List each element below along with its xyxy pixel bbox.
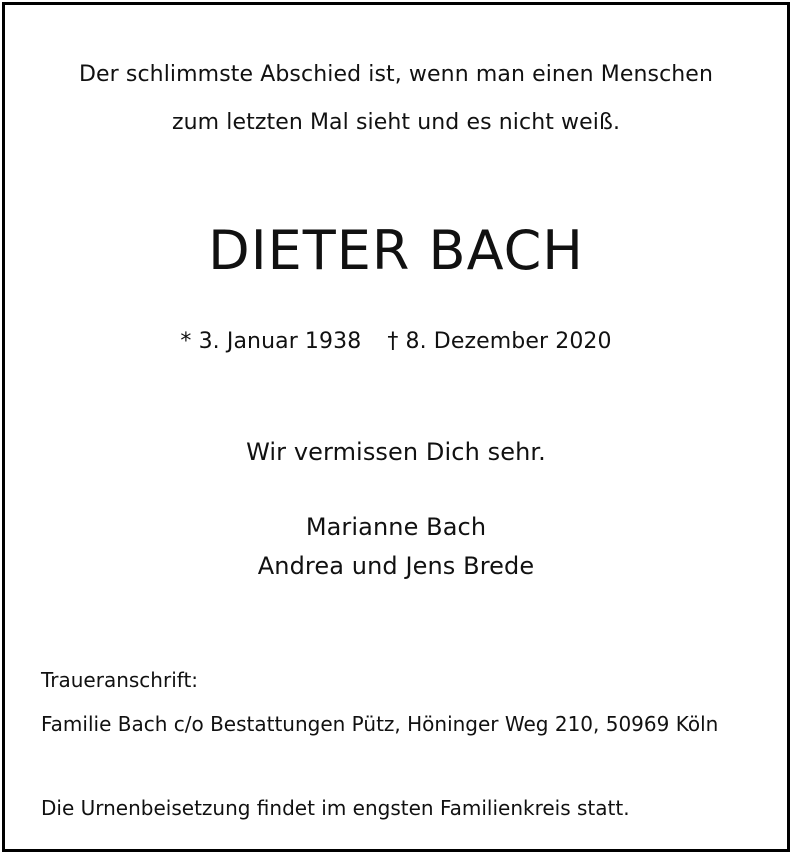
deceased-name: DIETER BACH <box>208 219 584 282</box>
address-label: Traueranschrift: <box>41 668 199 692</box>
obituary-notice <box>2 2 790 852</box>
death-date: † 8. Dezember 2020 <box>387 329 612 354</box>
birth-date: * 3. Januar 1938 <box>180 329 362 354</box>
quote-line-2: zum letzten Mal sieht und es nicht weiß. <box>171 110 621 135</box>
mourner-name: Andrea und Jens Brede <box>257 552 535 580</box>
farewell-message: Wir vermissen Dich sehr. <box>246 438 546 466</box>
mourner-name: Marianne Bach <box>305 513 487 541</box>
quote-line-1: Der schlimmste Abschied ist, wenn man einen Menschen <box>79 62 713 87</box>
life-dates <box>5 328 787 356</box>
mourning-address: Familie Bach c/o Bestattungen Pütz, Höninger Weg 210, 50969 Köln <box>41 712 719 736</box>
burial-note: Die Urnenbeisetzung findet im engsten Familienkreis statt. <box>41 796 630 820</box>
